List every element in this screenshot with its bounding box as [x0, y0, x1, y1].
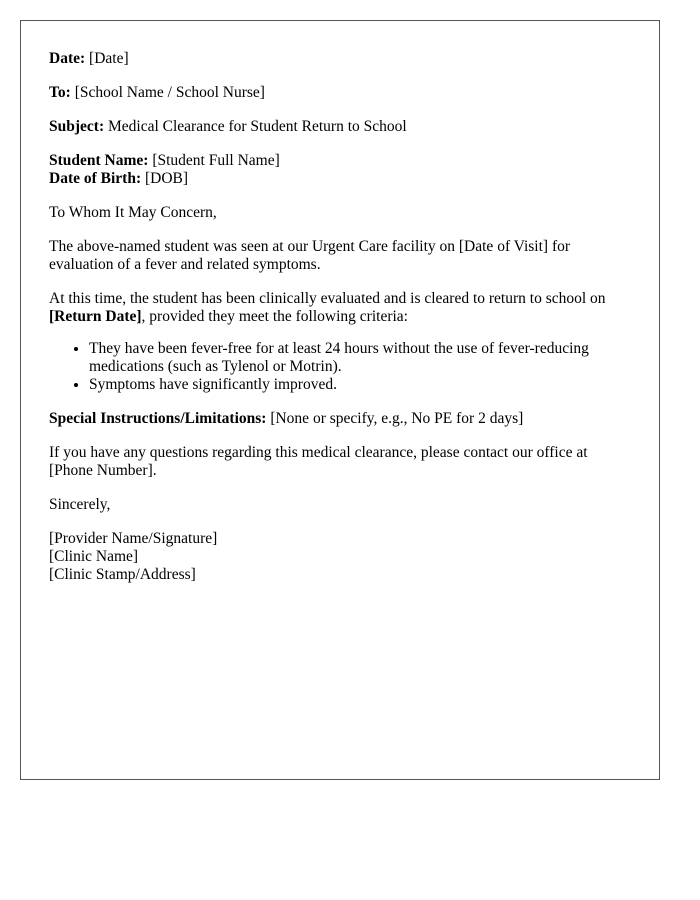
provider-signature: [Provider Name/Signature]: [49, 530, 218, 547]
closing: Sincerely,: [49, 496, 111, 513]
date-value: [Date]: [89, 50, 129, 67]
clinic-name: [Clinic Name]: [49, 548, 139, 565]
list-item: • They have been fever-free for at least 24 hours without the use of fever-reducing medications (such as Tylenol or Motrin).: [89, 340, 631, 376]
criteria-list: [49, 340, 631, 394]
visit-paragraph: The above-named student was seen at our Urgent Care facility on [Date of Visit] for evaluation of a fever and related symptoms.: [49, 238, 571, 273]
student-info: [49, 152, 631, 188]
list-item: • Symptoms have significantly improved.: [89, 376, 631, 394]
date-line: [49, 50, 631, 68]
to-label: To:: [49, 84, 71, 101]
special-instructions-label: Special Instructions/Limitations:: [49, 410, 267, 427]
dob-value: [DOB]: [145, 170, 189, 187]
subject-label: Subject:: [49, 118, 105, 135]
clearance-text-before: At this time, the student has been clinically evaluated and is cleared to return to school on: [49, 290, 606, 307]
subject-value: Medical Clearance for Student Return to School: [107, 118, 407, 135]
return-date: [Return Date]: [49, 308, 142, 325]
contact-paragraph: If you have any questions regarding this medical clearance, please contact our office at [Phone Number].: [49, 444, 588, 479]
letter-page: [20, 20, 660, 780]
special-instructions-value: [None or specify, e.g., No PE for 2 days]: [270, 410, 524, 427]
student-name-label: Student Name:: [49, 152, 149, 169]
to-value: [School Name / School Nurse]: [74, 84, 265, 101]
signature-block: [49, 530, 631, 584]
to-line: [49, 84, 631, 102]
dob-label: Date of Birth:: [49, 170, 142, 187]
clearance-paragraph: [49, 290, 631, 326]
student-name-value: [Student Full Name]: [152, 152, 280, 169]
subject-line: [49, 118, 631, 136]
clinic-stamp: [Clinic Stamp/Address]: [49, 566, 196, 583]
date-label: Date:: [49, 50, 86, 67]
salutation: To Whom It May Concern,: [49, 204, 217, 221]
clearance-text-after: , provided they meet the following criteria:: [141, 308, 408, 325]
special-instructions: [49, 410, 631, 428]
